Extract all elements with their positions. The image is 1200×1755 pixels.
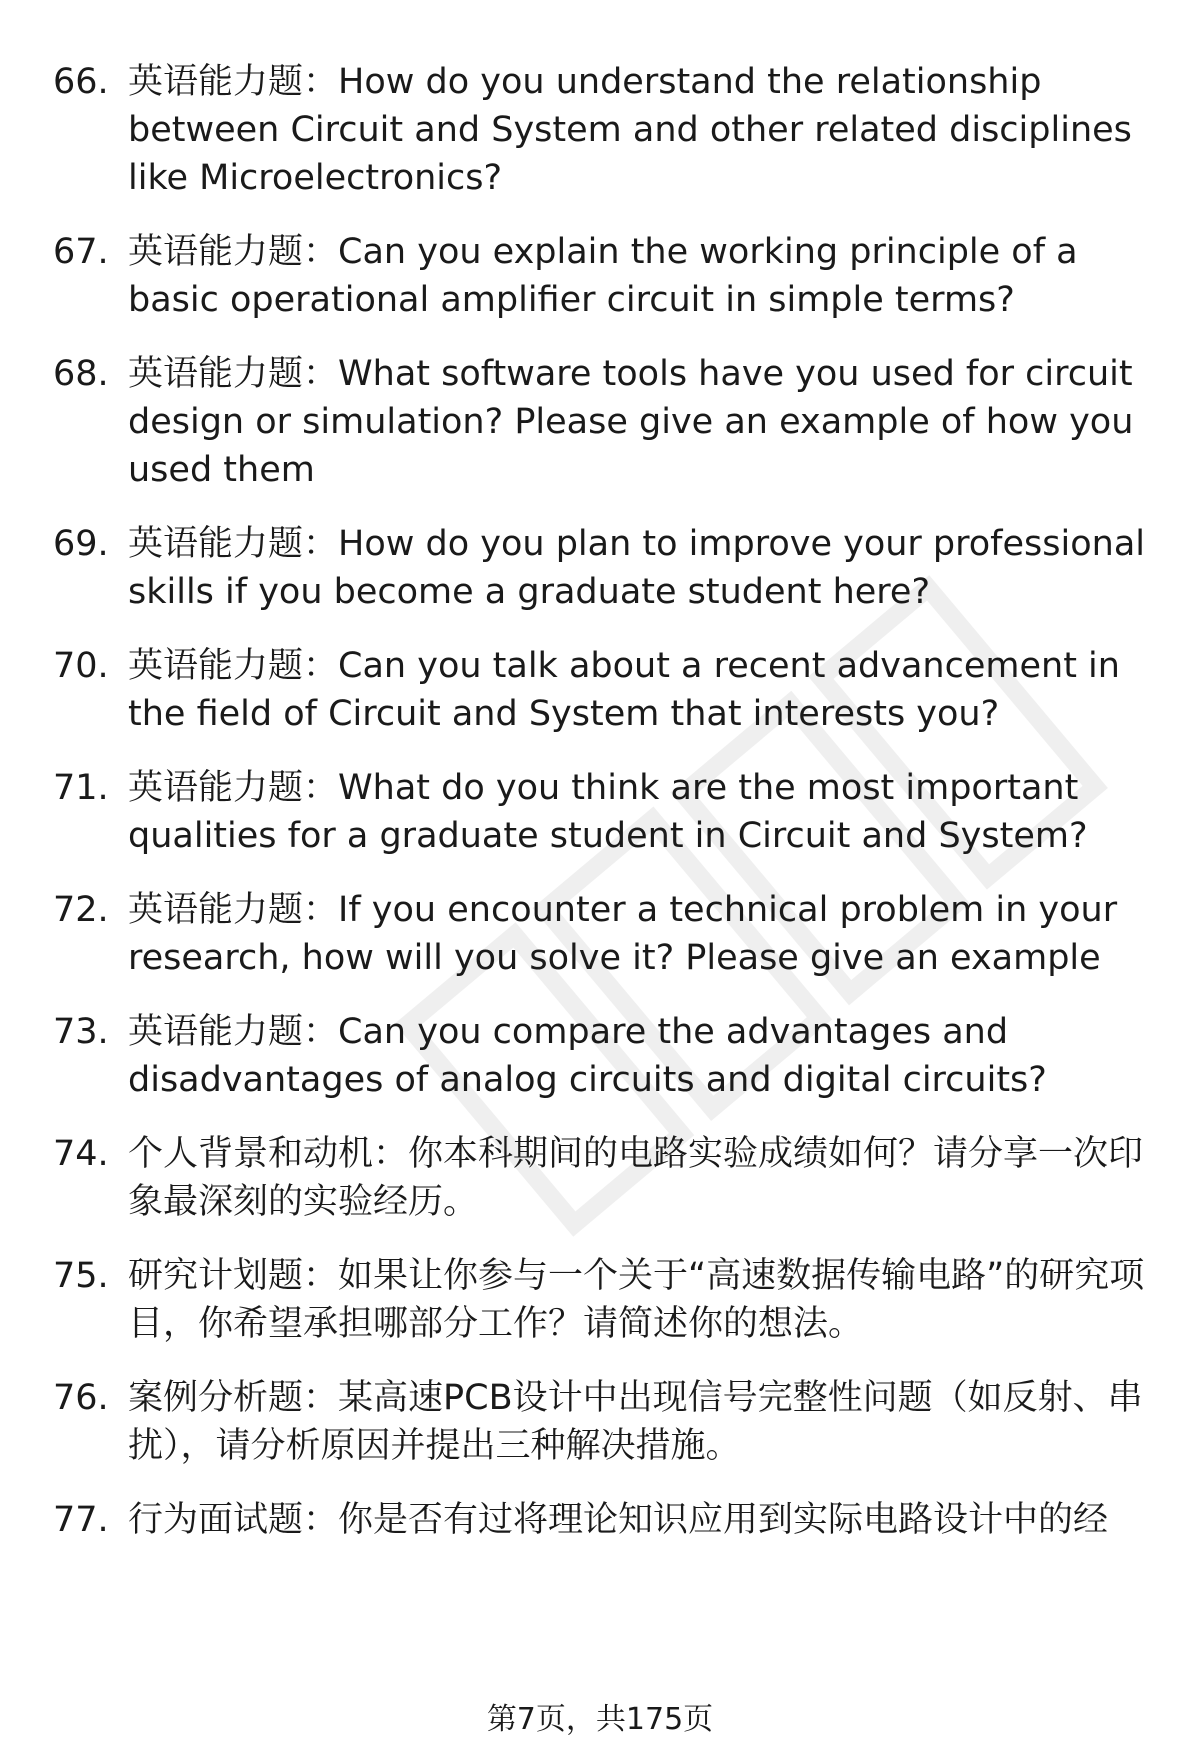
- question-item: [0, 1374, 1200, 1470]
- question-list: [0, 58, 1200, 1570]
- question-body: 如果让你参与一个关于“高速数据传输电路”的研究项目，你希望承担哪部分工作？请简述你的想法。: [128, 1256, 1145, 1344]
- question-number: 75.: [53, 1256, 109, 1296]
- question-item: [0, 642, 1200, 738]
- question-category: 英语能力题: [128, 768, 304, 808]
- question-category: 英语能力题: [128, 524, 304, 564]
- question-number: 73.: [53, 1012, 109, 1052]
- question-category: 研究计划题: [128, 1256, 304, 1296]
- question-text: [128, 1496, 1156, 1544]
- question-text: [128, 228, 1156, 324]
- question-body: How do you understand the relationship between Circuit and System and other related disciplines like Microelectronics?: [128, 62, 1132, 198]
- question-separator: ：: [303, 1012, 339, 1052]
- question-item: [0, 1008, 1200, 1104]
- question-body: Can you compare the advantages and disadvantages of analog circuits and digital circuits?: [128, 1012, 1047, 1100]
- question-item: [0, 1252, 1200, 1348]
- question-body: Can you explain the working principle of a basic operational amplifier circuit in simple terms?: [128, 232, 1078, 320]
- question-number: 76.: [53, 1378, 109, 1418]
- page-footer: 第7页，共175页: [486, 1702, 714, 1737]
- question-text: [128, 1008, 1156, 1104]
- question-number: 69.: [53, 524, 109, 564]
- question-separator: ：: [303, 232, 339, 272]
- question-category: 英语能力题: [128, 646, 304, 686]
- question-number: 66.: [53, 62, 109, 102]
- question-separator: ：: [303, 1500, 339, 1540]
- question-text: [128, 1252, 1156, 1348]
- question-number: 71.: [53, 768, 109, 808]
- question-body: How do you plan to improve your professional skills if you become a graduate student here?: [128, 524, 1145, 612]
- question-category: 个人背景和动机: [128, 1134, 374, 1174]
- question-number: 77.: [53, 1500, 109, 1540]
- question-separator: ：: [303, 1378, 339, 1418]
- question-category: 英语能力题: [128, 62, 304, 102]
- question-separator: ：: [303, 524, 339, 564]
- question-category: 英语能力题: [128, 1012, 304, 1052]
- question-body: 你是否有过将理论知识应用到实际电路设计中的经: [338, 1500, 1109, 1540]
- question-number: 74.: [53, 1134, 109, 1174]
- question-separator: ：: [303, 646, 339, 686]
- question-separator: ：: [303, 62, 339, 102]
- question-text: [128, 764, 1156, 860]
- question-text: [128, 350, 1156, 494]
- question-body: If you encounter a technical problem in your research, how will you solve it? Please give an example: [128, 890, 1118, 978]
- question-text: [128, 1374, 1156, 1470]
- question-text: [128, 642, 1156, 738]
- question-item: [0, 228, 1200, 324]
- question-number: 67.: [53, 232, 109, 272]
- question-separator: ：: [373, 1134, 409, 1174]
- question-body: What do you think are the most important qualities for a graduate student in Circuit and System?: [128, 768, 1088, 856]
- question-item: [0, 520, 1200, 616]
- question-separator: ：: [303, 890, 339, 930]
- question-body: 你本科期间的电路实验成绩如何？请分享一次印象最深刻的实验经历。: [128, 1134, 1144, 1222]
- question-body: What software tools have you used for circuit design or simulation? Please give an example of how you used them: [128, 354, 1134, 490]
- question-category: 英语能力题: [128, 232, 304, 272]
- question-number: 72.: [53, 890, 109, 930]
- question-text: [128, 886, 1156, 982]
- question-number: 70.: [53, 646, 109, 686]
- question-item: [0, 764, 1200, 860]
- question-item: [0, 1496, 1200, 1544]
- question-item: [0, 350, 1200, 494]
- question-separator: ：: [303, 354, 339, 394]
- question-category: 行为面试题: [128, 1500, 304, 1540]
- question-body: Can you talk about a recent advancement in the field of Circuit and System that interests you?: [128, 646, 1120, 734]
- question-category: 案例分析题: [128, 1378, 304, 1418]
- question-body: 某高速PCB设计中出现信号完整性问题（如反射、串扰），请分析原因并提出三种解决措施。: [128, 1378, 1143, 1466]
- question-item: [0, 58, 1200, 202]
- question-item: [0, 886, 1200, 982]
- question-number: 68.: [53, 354, 109, 394]
- question-separator: ：: [303, 1256, 339, 1296]
- question-text: [128, 520, 1156, 616]
- question-text: [128, 1130, 1156, 1226]
- question-category: 英语能力题: [128, 354, 304, 394]
- question-category: 英语能力题: [128, 890, 304, 930]
- question-item: [0, 1130, 1200, 1226]
- question-separator: ：: [303, 768, 339, 808]
- question-text: [128, 58, 1156, 202]
